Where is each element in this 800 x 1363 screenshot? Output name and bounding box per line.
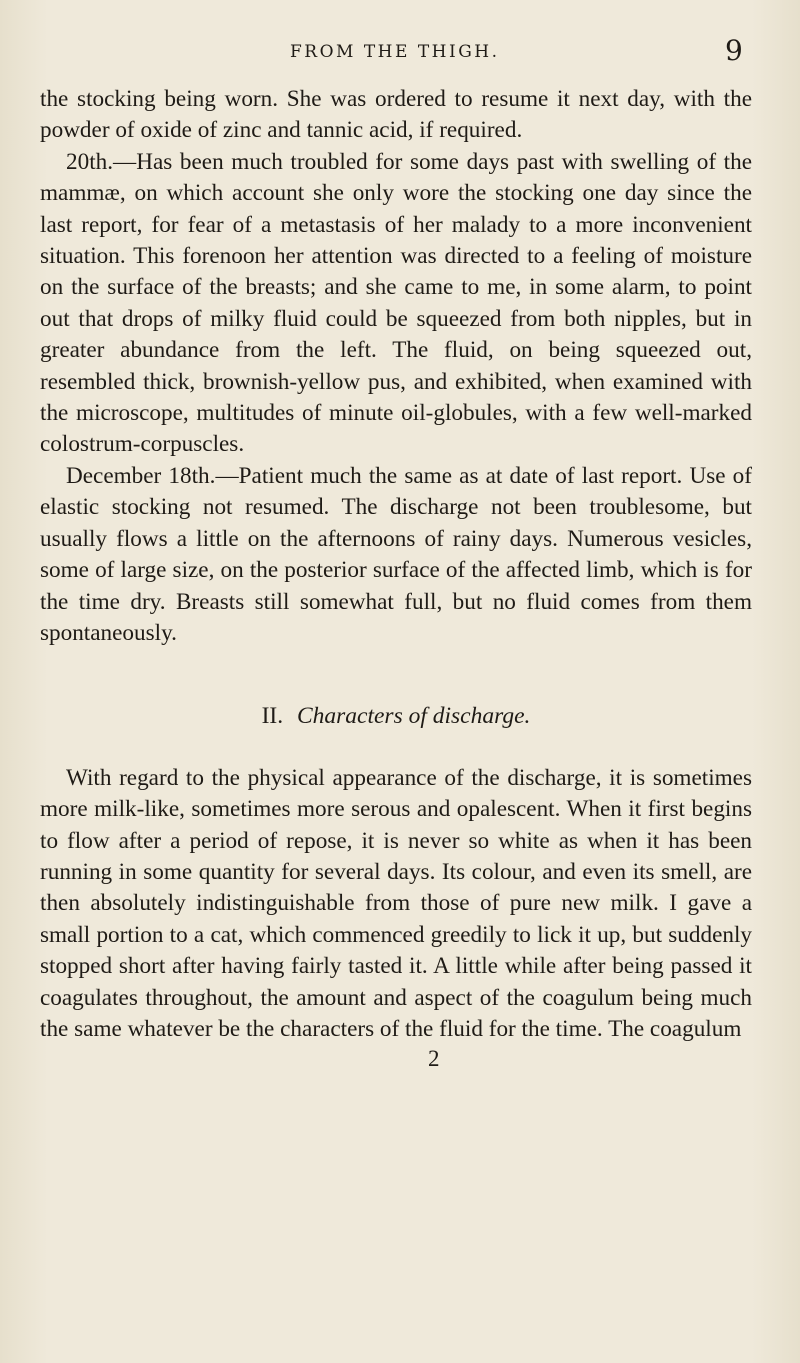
running-head: FROM THE THIGH. xyxy=(290,42,500,62)
paragraph-december-18th: December 18th.—Patient much the same as at date of last report. Use of elastic stocking not resumed. The discharge not been troublesome, but usually flows a little on the afternoons of rainy days. Numerous vesicles, some of large size, on the posterior surface of the affected limb, which is for the time dry. Breasts still somewhat full, but no fluid comes from them spontaneously. xyxy=(40,462,752,646)
paragraph-20th: 20th.—Has been much troubled for some days past with swelling of the mammæ, on which account she only wore the stocking one day since the last report, for fear of a metastasis of her malady to a more inconvenient situation. This forenoon her attention was directed to a feeling of moisture on the surface of the breasts; and she came to me, in some alarm, to point out that drops of milky fluid could be squeezed from both nipples, but in greater abundance from the left. The fluid, on being squeezed out, resembled thick, brownish-yellow pus, and exhibited, when examined with the microscope, multitudes of minute oil-globules, with a few well-marked colostrum-corpuscles. xyxy=(40,148,752,458)
section-numeral: II. xyxy=(261,703,284,730)
signature-mark: 2 xyxy=(428,1046,440,1072)
page-number: 9 xyxy=(725,34,743,67)
paragraph-continuation: the stocking being worn. She was ordered to resume it next day, with the powder of oxide of zinc and tannic acid, if required. xyxy=(40,86,752,144)
body-text xyxy=(40,84,752,1073)
paragraph-discharge-characters: With regard to the physical appearance of the discharge, it is sometimes more milk-like, sometimes more serous and opalescent. When it first begins to flow after a period of repose, it is never so white as when it has been running in some quantity for several days. Its colour, and even its smell, are then absolutely indistinguishable from those of pure new milk. I gave a small portion to a cat, which commenced greedily to lick it up, but suddenly stopped short after having fairly tasted it. A little while after being passed it coagulates throughout, the amount and aspect of the coagulum being much the same whatever be the characters of the fluid for the time. The coagulum xyxy=(40,764,752,1042)
section-heading xyxy=(40,701,752,732)
section-title: Characters of discharge. xyxy=(296,703,531,730)
page-header xyxy=(0,34,800,74)
